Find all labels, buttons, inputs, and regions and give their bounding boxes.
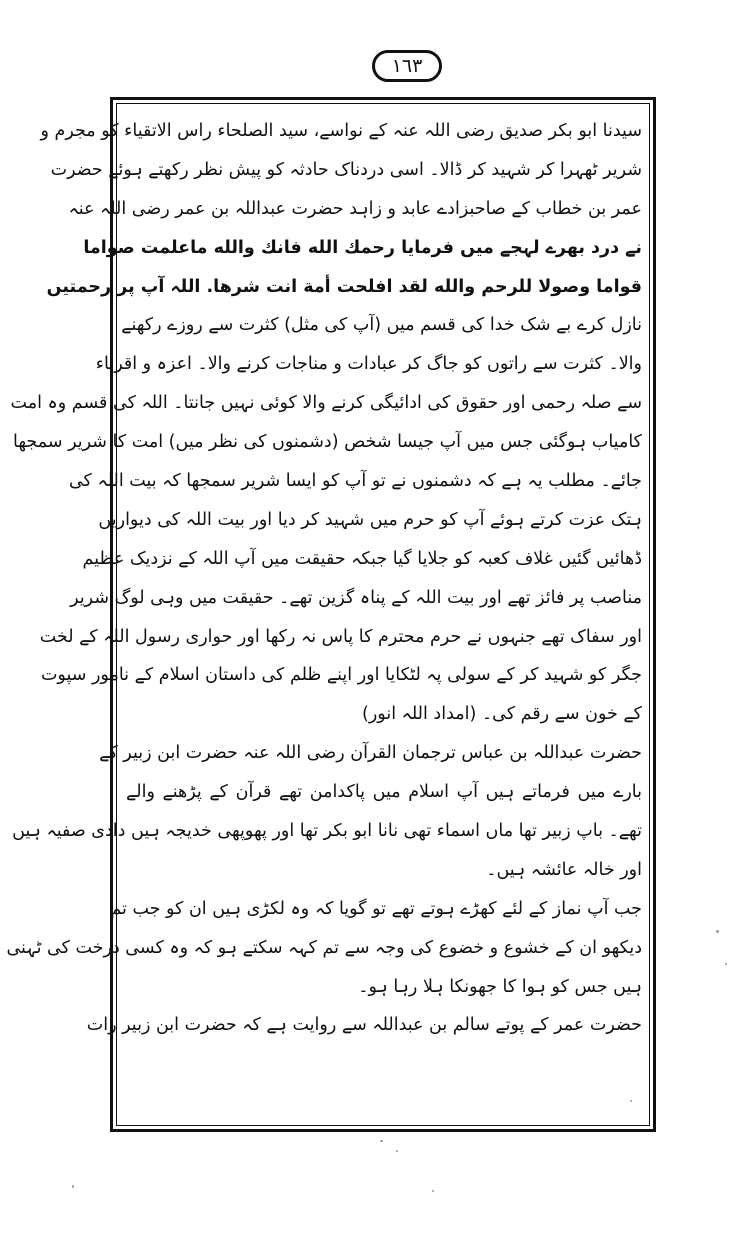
- text-line: اور سفاک تھے جنہوں نے حرم محترم کا پاس نہ رکھا اور حواری رسول اللہ کے لخت: [39, 626, 642, 647]
- text-line: ہتک عزت کرتے ہوئے آپ کو حرم میں شہید کر دیا اور بیت اللہ کی دیواریں: [98, 509, 642, 530]
- text-line: عمر بن خطاب کے صاحبزادے عابد و زاہد حضرت عبداللہ بن عمر رضی اللہ عنہ: [68, 198, 642, 219]
- body-text: [6, 112, 642, 1117]
- text-line: ڈھائیں گئیں غلاف کعبہ کو جلایا گیا جبکہ حقیقت میں آپ اللہ کے نزدیک عظیم: [82, 548, 642, 569]
- text-line: اور خالہ عائشہ ہیں۔: [486, 859, 642, 880]
- text-line: جائے۔ مطلب یہ ہے کہ دشمنوں نے تو آپ کو ایسا شریر سمجھا کہ بیت اللہ کی: [68, 471, 642, 492]
- text-line: کے خون سے رقم کی۔ (امداد اللہ انور): [362, 704, 642, 725]
- scan-speck: [72, 1185, 74, 1188]
- scan-speck: [380, 1140, 383, 1142]
- text-line: دیکھو ان کے خشوع و خضوع کی وجہ سے تم کہہ سکتے ہو کہ وہ کسی درخت کی ٹہنی: [6, 937, 642, 958]
- scan-speck: [432, 1190, 434, 1192]
- text-line: جب آپ نماز کے لئے کھڑے ہوتے تھے تو گویا کہ وہ لکڑی ہیں ان کو جب تم: [110, 898, 642, 919]
- text-line: سے صلہ رحمی اور حقوق کی ادائیگی کرنے والا کوئی نہیں جانتا۔ اللہ کی قسم وہ امت: [10, 393, 642, 414]
- text-line: سیدنا ابو بکر صدیق رضی اللہ عنہ کے نواسے، سید الصلحاء راس الاتقیاء کو مجرم و: [40, 121, 642, 141]
- scan-speck: [396, 1150, 398, 1152]
- scan-speck: [725, 963, 727, 965]
- page-number: ١٦٣: [372, 50, 442, 82]
- text-line: ہیں جس کو ہوا کا جھونکا ہلا رہا ہو۔: [358, 976, 642, 997]
- text-line: بارے میں فرماتے ہیں آپ اسلام میں پاکدامن تھے قرآن کے پڑھنے والے: [126, 782, 642, 803]
- text-line: نے درد بھرے لہجے میں فرمایا رحمك الله فانك والله ماعلمت صواما: [83, 237, 642, 258]
- text-line: کامیاب ہوگئی جس میں آپ جیسا شخص (دشمنوں کی نظر میں) امت کا شریر سمجھا: [13, 432, 642, 453]
- scan-speck: [716, 930, 719, 933]
- text-line: نازل کرے بے شک خدا کی قسم میں (آپ کی مثل) کثرت سے روزے رکھنے: [121, 315, 642, 336]
- scan-speck: [630, 1100, 632, 1102]
- text-line: والا۔ کثرت سے راتوں کو جاگ کر عبادات و مناجات کرنے والا۔ اعزہ و اقرباء: [95, 354, 642, 375]
- text-line: قواما وصولا للرحم والله لقد افلحت أمة انت شرها. اللہ آپ پر رحمتیں: [46, 276, 642, 297]
- text-line: جگر کو شہید کر کے سولی پہ لٹکایا اور اپنے ظلم کی داستان اسلام کے نامور سپوت: [40, 665, 642, 686]
- text-line: شریر ٹھہرا کر شہید کر ڈالا۔ اسی دردناک حادثہ کو پیش نظر رکھتے ہوئے حضرت: [50, 159, 642, 180]
- text-line: حضرت عمر کے پوتے سالم بن عبداللہ سے روایت ہے کہ حضرت ابن زبیر رات: [86, 1015, 642, 1036]
- text-line: تھے۔ باپ زبیر تھا ماں اسماء تھی نانا ابو بکر تھا اور پھوپھی خدیجہ ہیں دادی صفیہ ہیں: [12, 821, 642, 842]
- text-line: حضرت عبداللہ بن عباس ترجمان القرآن رضی اللہ عنہ حضرت ابن زبیر کے: [99, 743, 642, 764]
- text-line: مناصب پر فائز تھے اور بیت اللہ کے پناہ گزین تھے۔ حقیقت میں وہی لوگ شریر: [70, 587, 642, 608]
